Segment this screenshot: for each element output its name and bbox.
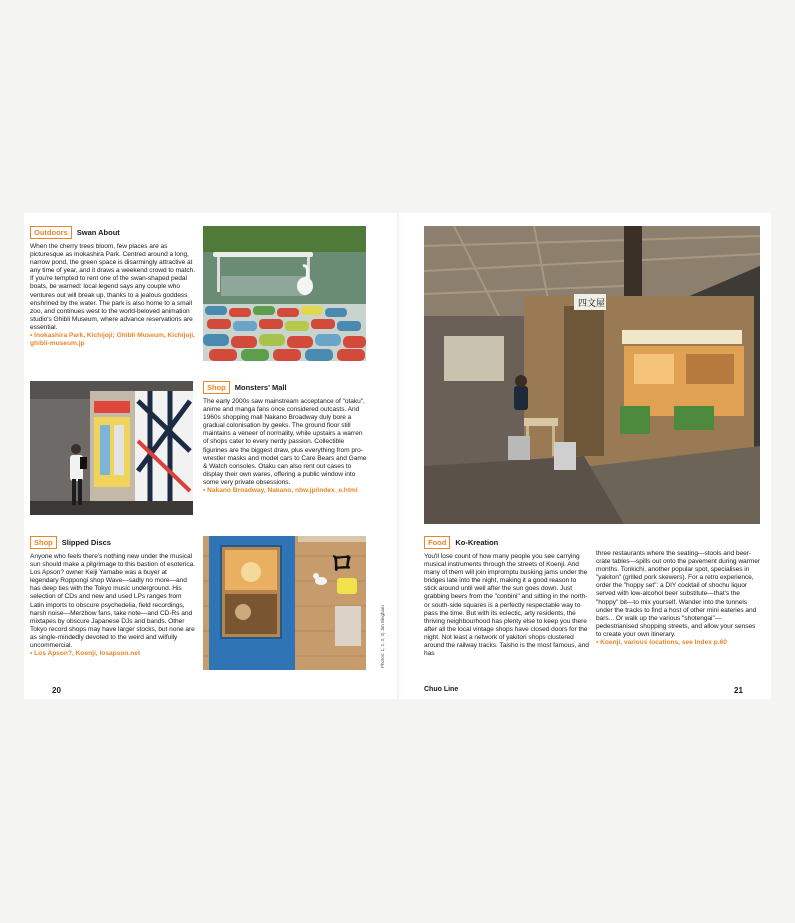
koenji-alley-photo	[424, 226, 760, 524]
record-shop-photo	[203, 536, 366, 670]
monsters-mall-section	[203, 381, 369, 495]
slipped-discs-section	[30, 536, 197, 658]
address-line: • Los Apson?, Koenji, losapson.net	[30, 650, 141, 658]
section-body: Anyone who feels there's nothing new under the musical sun should make a pilgrimage to this bastion of esoterica. Los Apson? owner Keiji Yamabe was a buyer at legendary Roppongi shop Wave—sadly no more—and has deep ties with the Tokyo music underground. His selection of CDs and new and used LPs ranges from Latin imports to obscure psychedelia, field recordings, harsh noise—Merzbow fans, take note—and CD-Rs and mixtapes by obscure Japanese DJs and bands. Other Tokyo record shops may have larger stocks, but none are as single-mindedly devoted to the weird and wilfully uncommercial.	[30, 553, 195, 650]
address-line: • Nakano Broadway, Nakano, nbw.jp/index_e.html	[203, 487, 358, 495]
section-body: When the cherry trees bloom, few places are as picturesque as Inokashira Park. Centred around a long, narrow pond, the green space is disarmingly attractive at any time of year, and it draws a weekend crowd to match. If you're tempted to rent one of the swan-shaped pedal boats, be warned: local legend says any couple who ventures out will break up, thanks to a jealous goddess enshrined by the water. The park is also home to a small zoo, and continues west to the world-beloved animation studio's Ghibli Museum, where advance reservations are essential.	[30, 243, 196, 331]
swan-boats-photo	[203, 226, 366, 361]
page-number-right: 21	[734, 686, 743, 695]
nakano-broadway-photo	[30, 381, 193, 515]
section-title: Ko-Kreation	[455, 538, 499, 547]
running-head: Chuo Line	[424, 686, 459, 693]
section-title: Slipped Discs	[61, 538, 111, 547]
ko-kreation-section	[424, 536, 590, 658]
category-tag: Food	[424, 536, 450, 549]
photo-credit: Photos: 1, 2, 3, 4) Jim Bingham	[380, 605, 385, 668]
address-line: • Koenji, various locations, see Index p.60	[596, 639, 727, 647]
section-body-col1: You'll lose count of how many people you see carrying musical instruments through the streets of Koenji. And many of them will join impromptu busking jams under the bridges late into the night, making it a good reason to stick around until well after the sun goes down. Just grabbing beers from the "conbini" and sitting in the north- or south-side squares is a perfectly respectable way to pass the time. But with its eclectic, arty residents, the thriving neighbourhood has plenty else to keep you there after all the local vintage shops have closed doors for the night. Not least a network of yakitori shops clustered around the railway tracks. Taisho is the most famous, and has	[424, 553, 589, 658]
category-tag: Outdoors	[30, 226, 72, 239]
section-title: Monsters' Mall	[234, 383, 287, 392]
shop-sign: 四文屋	[578, 299, 606, 309]
ko-kreation-section-col2	[596, 550, 762, 647]
section-body-col2: three restaurants where the seating—stools and beer-crate tables—spills out onto the pavement during warmer months. Tonkichi, another popular spot, specialises in "yakiton" (grilled pork skewers). For a retro experience, order the "hoppy set": a DIY cocktail of shochu liquor served with low-alcohol beer substitute—that's the "hoppy" bit—to mix yourself. Wander into the tunnels under the tracks to find a host of other mini eateries and bars... Or walk up the various "shotengai"—pedestrianised shopping streets, and allow your senses to create your own itinerary.	[596, 550, 761, 638]
svg-text:ロ: ロ	[329, 548, 356, 578]
category-tag: Shop	[203, 381, 230, 394]
section-title: Swan About	[76, 228, 120, 237]
category-tag: Shop	[30, 536, 57, 549]
spine-gutter	[397, 213, 401, 699]
page-number-left: 20	[52, 686, 61, 695]
address-line: • Inokashira Park, Kichijoji; Ghibli Museum, Kichijoji, ghibli-museum.jp	[30, 332, 195, 348]
section-body: The early 2000s saw mainstream acceptance of "otaku", anime and manga fans once considered outcasts. And 1960s shopping mall Nakano Broadway duly bore a gradual colonisation by geeks. The ground floor still maintains a veneer of normality, while upstairs a warren of shops cater to every nerdy passion. Collectible figurines are the biggest draw, plus everything from pro-wrestler masks and model cars to Care Bears and Game & Watch consoles. Otaku can also rent out cases to display their own wares, offering a public window into some very private obsessions.	[203, 398, 367, 486]
swan-about-section	[30, 226, 197, 348]
